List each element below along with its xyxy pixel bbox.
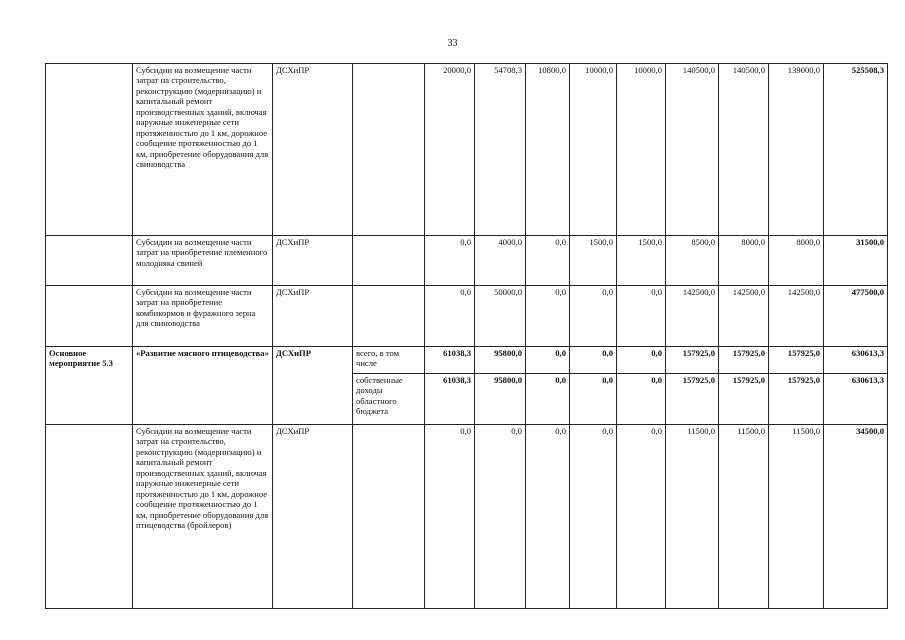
value-cell: 8000,0 bbox=[719, 236, 769, 286]
value-cell: 0,0 bbox=[526, 374, 570, 425]
total-cell: 525508,3 bbox=[824, 64, 888, 236]
source-cell bbox=[353, 286, 425, 347]
value-cell: 11500,0 bbox=[719, 425, 769, 609]
value-cell: 0,0 bbox=[526, 347, 570, 374]
value-cell: 157925,0 bbox=[719, 374, 769, 425]
total-cell: 477500,0 bbox=[824, 286, 888, 347]
measure-label-cell bbox=[46, 236, 133, 286]
value-cell: 4000,0 bbox=[475, 236, 526, 286]
value-cell: 0,0 bbox=[425, 236, 475, 286]
total-cell: 630613,3 bbox=[824, 347, 888, 374]
total-cell: 34500,0 bbox=[824, 425, 888, 609]
executor-cell: ДСХиПР bbox=[273, 236, 353, 286]
total-cell: 630613,3 bbox=[824, 374, 888, 425]
value-cell: 157925,0 bbox=[719, 347, 769, 374]
value-cell: 0,0 bbox=[617, 347, 666, 374]
value-cell: 0,0 bbox=[570, 286, 617, 347]
source-cell bbox=[353, 64, 425, 236]
description-cell: Субсидии на возмещение части затрат на приобретение комбикормов и фуражного зерна для свиноводства bbox=[133, 286, 273, 347]
description-cell: Субсидии на возмещение части затрат на строительство, реконструкцию (модернизацию) и капитальный ремонт производственных зданий, включая наружные инженерные сети протяженностью до 1 км, дорожное сообщение протяженностью до 1 км, приобретение оборудования для птицеводства (бройлеров) bbox=[133, 425, 273, 609]
executor-cell: ДСХиПР bbox=[273, 286, 353, 347]
value-cell: 0,0 bbox=[570, 374, 617, 425]
value-cell: 61038,3 bbox=[425, 347, 475, 374]
value-cell: 140500,0 bbox=[666, 64, 719, 236]
value-cell: 0,0 bbox=[475, 425, 526, 609]
value-cell: 61038,3 bbox=[425, 374, 475, 425]
value-cell: 157925,0 bbox=[769, 347, 824, 374]
source-cell: собственные доходы областного бюджета bbox=[353, 374, 425, 425]
source-cell bbox=[353, 236, 425, 286]
value-cell: 10000,0 bbox=[617, 64, 666, 236]
value-cell: 142500,0 bbox=[719, 286, 769, 347]
value-cell: 0,0 bbox=[425, 425, 475, 609]
value-cell: 0,0 bbox=[617, 425, 666, 609]
source-cell: всего, в том числе bbox=[353, 347, 425, 374]
value-cell: 11500,0 bbox=[769, 425, 824, 609]
value-cell: 8500,0 bbox=[666, 236, 719, 286]
measure-executor: ДСХиПР bbox=[273, 347, 353, 425]
value-cell: 0,0 bbox=[425, 286, 475, 347]
value-cell: 11500,0 bbox=[666, 425, 719, 609]
value-cell: 0,0 bbox=[570, 347, 617, 374]
value-cell: 0,0 bbox=[526, 425, 570, 609]
value-cell: 142500,0 bbox=[769, 286, 824, 347]
executor-cell: ДСХиПР bbox=[273, 64, 353, 236]
value-cell: 140500,0 bbox=[719, 64, 769, 236]
measure-label: Основное мероприятие 5.3 bbox=[46, 347, 133, 425]
measure-title: «Развитие мясного птицеводства» bbox=[133, 347, 273, 425]
measure-label-cell bbox=[46, 64, 133, 236]
value-cell: 157925,0 bbox=[769, 374, 824, 425]
value-cell: 0,0 bbox=[570, 425, 617, 609]
value-cell: 1500,0 bbox=[617, 236, 666, 286]
page-number: 33 bbox=[447, 38, 458, 49]
source-cell bbox=[353, 425, 425, 609]
value-cell: 20000,0 bbox=[425, 64, 475, 236]
value-cell: 157925,0 bbox=[666, 347, 719, 374]
value-cell: 0,0 bbox=[617, 374, 666, 425]
value-cell: 95800,0 bbox=[475, 347, 526, 374]
value-cell: 142500,0 bbox=[666, 286, 719, 347]
value-cell: 10800,0 bbox=[526, 64, 570, 236]
measure-label-cell bbox=[46, 286, 133, 347]
value-cell: 0,0 bbox=[526, 286, 570, 347]
value-cell: 50000,0 bbox=[475, 286, 526, 347]
table-row bbox=[46, 347, 888, 374]
table-row bbox=[46, 425, 888, 609]
value-cell: 0,0 bbox=[526, 236, 570, 286]
budget-table bbox=[45, 63, 888, 609]
value-cell: 139000,0 bbox=[769, 64, 824, 236]
description-cell: Субсидии на возмещение части затрат на строительство, реконструкцию (модернизацию) и капитальный ремонт производственных зданий, включая наружные инженерные сети протяженностью до 1 км, дорожное сообщение протяженностью до 1 км, приобретение оборудования для свиноводства bbox=[133, 64, 273, 236]
description-cell: Субсидии на возмещение части затрат на приобретение племенного молодняка свиней bbox=[133, 236, 273, 286]
executor-cell: ДСХиПР bbox=[273, 425, 353, 609]
value-cell: 0,0 bbox=[617, 286, 666, 347]
total-cell: 31500,0 bbox=[824, 236, 888, 286]
value-cell: 95800,0 bbox=[475, 374, 526, 425]
value-cell: 8000,0 bbox=[769, 236, 824, 286]
measure-label-cell bbox=[46, 425, 133, 609]
value-cell: 157925,0 bbox=[666, 374, 719, 425]
table-row bbox=[46, 64, 888, 236]
value-cell: 10000,0 bbox=[570, 64, 617, 236]
value-cell: 1500,0 bbox=[570, 236, 617, 286]
table-row bbox=[46, 286, 888, 347]
table-row bbox=[46, 236, 888, 286]
value-cell: 54708,3 bbox=[475, 64, 526, 236]
